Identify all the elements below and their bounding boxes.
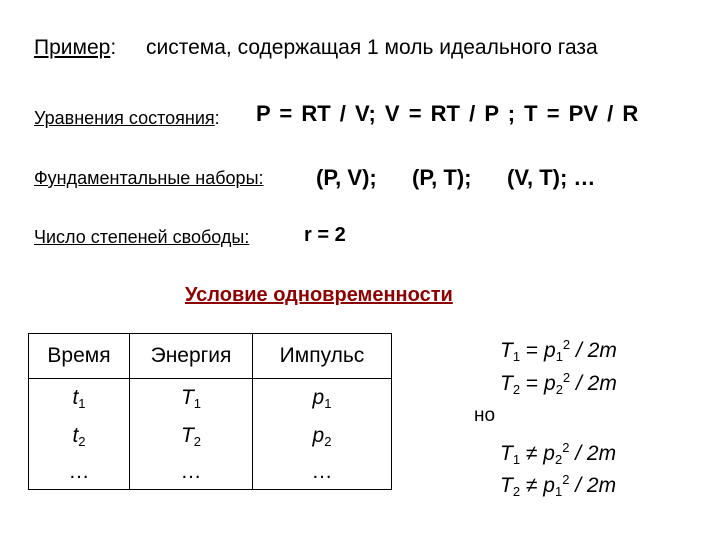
table-cell: $T_1$ [130, 379, 253, 418]
time-energy-momentum-table [28, 333, 392, 490]
table-cell: $t_1$ [29, 379, 130, 418]
state-equations-label-colon: : [214, 108, 220, 128]
fundamental-set-pv: (P, V); [316, 165, 377, 190]
fundamental-sets-label: Фундаментальные наборы: [34, 168, 264, 188]
formula-inequality-2: $T_2 \ne p_1^2 / 2m$ [500, 472, 617, 499]
table-row [29, 379, 392, 418]
state-equations-label [34, 108, 220, 129]
but-conjunction: но [474, 405, 496, 426]
simultaneity-heading: Условие одновременности [185, 284, 453, 306]
header-momentum: Импульс [253, 334, 392, 379]
state-equations-text: P = RT / V; V = RT / P ; T = PV / R [256, 101, 639, 126]
table-cell: $p_1$ [253, 379, 392, 418]
state-equations-label-text: Уравнения состояния [34, 108, 215, 128]
table-cell: $T_2$ [130, 417, 253, 455]
degrees-of-freedom-value: r = 2 [304, 224, 346, 246]
header-energy: Энергия [130, 334, 253, 379]
example-label [34, 36, 116, 60]
table-row [29, 417, 392, 455]
table-cell: … [130, 455, 253, 490]
example-label-text: Пример [34, 36, 111, 59]
formula-energy-2: $T_2 = p_2^2 / 2m$ [500, 370, 617, 397]
degrees-of-freedom-label: Число степеней свободы: [34, 227, 250, 247]
fundamental-set-vt: (V, T); … [507, 165, 596, 190]
example-label-colon: : [110, 36, 117, 59]
table-cell: $p_2$ [253, 417, 392, 455]
table-cell: $t_2$ [29, 417, 130, 455]
table-row [29, 455, 392, 490]
example-text: система, содержащая 1 моль идеального газа [146, 36, 598, 59]
formula-inequality-1: $T_1 \ne p_2^2 / 2m$ [500, 440, 617, 467]
header-time: Время [29, 334, 130, 379]
table-cell: … [29, 455, 130, 490]
fundamental-set-pt: (P, T); [412, 165, 472, 190]
table-cell: … [253, 455, 392, 490]
table-header-row [29, 334, 392, 379]
formula-energy-1: $T_1 = p_1^2 / 2m$ [500, 337, 617, 364]
